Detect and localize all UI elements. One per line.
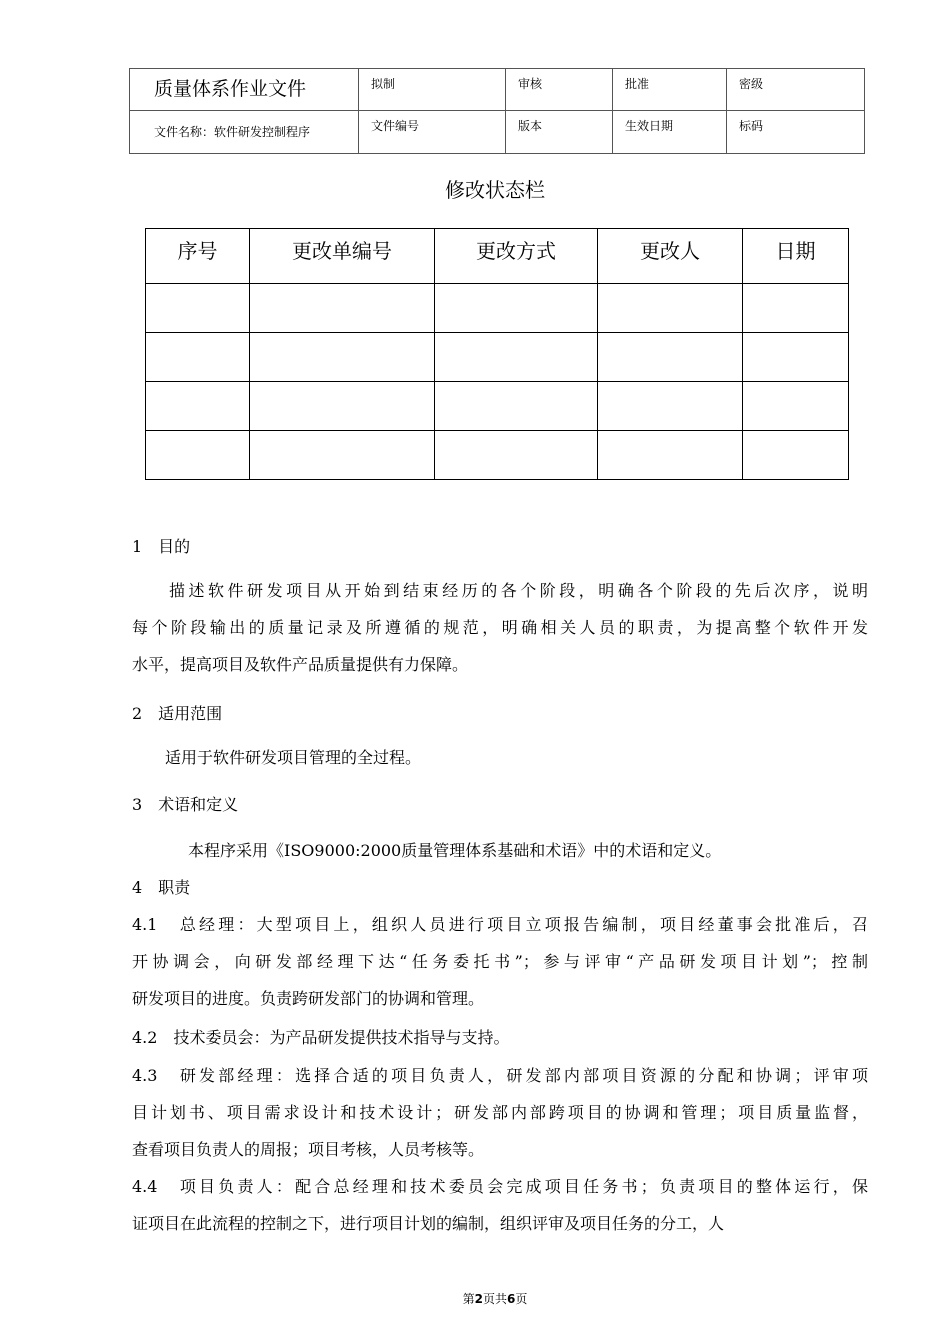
footer-page-number: 2 [474,1292,483,1306]
page-footer [0,1290,950,1307]
section-1-paragraph [132,581,868,692]
section-4-3-line-2: 目计划书、项目需求设计和技术设计；研发部内部跨项目的协调和管理；项目质量监督， [132,1103,868,1122]
effective-date-label: 生效日期 [625,119,674,133]
approved-label: 批准 [625,77,650,91]
section-4-3-paragraph [132,1066,868,1177]
col-date: 日期 [743,229,849,284]
section-4-1-line-2: 开协调会，向研发部经理下达“任务委托书”；参与评审“产品研发项目计划”；控制 [132,952,868,971]
section-3-heading: 3 术语和定义 [132,795,239,814]
table-row [146,284,849,333]
section-3-text: 本程序采用《ISO9000:2000质量管理体系基础和术语》中的术语和定义。 [188,841,722,860]
approved-cell [613,69,727,111]
file-no-label: 文件编号 [371,119,420,133]
table-row [146,382,849,431]
version-label: 版本 [518,119,543,133]
footer-total-pages: 6 [507,1292,516,1306]
header-title-cell [130,69,359,111]
section-4-4-line-2: 证项目在此流程的控制之下，进行项目计划的编制，组织评审及项目任务的分工，人 [132,1214,725,1233]
drafted-cell [359,69,506,111]
header-title: 质量体系作业文件 [154,78,307,100]
security-cell [727,69,865,111]
section-4-4-paragraph [132,1177,868,1251]
reviewed-cell [506,69,613,111]
section-2-text: 适用于软件研发项目管理的全过程。 [165,748,422,767]
revision-status-table [145,228,849,480]
section-4-3-line-1: 4.3 研发部经理：选择合适的项目负责人，研发部内部项目资源的分配和协调；评审项 [132,1066,868,1085]
table-row [146,431,849,480]
col-change-method: 更改方式 [435,229,598,284]
file-name: 文件名称：软件研发控制程序 [154,125,311,139]
section-4-3-line-3: 查看项目负责人的周报；项目考核，人员考核等。 [132,1140,485,1159]
section-1-line-3: 水平，提高项目及软件产品质量提供有力保障。 [132,655,469,674]
reviewed-label: 审核 [518,77,543,91]
footer-suffix: 页 [515,1292,528,1306]
security-label: 密级 [739,77,764,91]
section-4-2-line: 4.2 技术委员会：为产品研发提供技术指导与支持。 [132,1028,510,1047]
version-cell [506,111,613,154]
section-1-line-2: 每个阶段输出的质量记录及所遵循的规范，明确相关人员的职责，为提高整个软件开发 [132,618,868,637]
section-1-line-1: 描述软件研发项目从开始到结束经历的各个阶段，明确各个阶段的先后次序，说明 [169,581,868,600]
section-2-heading: 2 适用范围 [132,704,223,723]
section-4-1-line-1: 4.1 总经理：大型项目上，组织人员进行项目立项报告编制，项目经董事会批准后，召 [132,915,868,934]
col-changed-by: 更改人 [598,229,743,284]
section-1-heading: 1 目的 [132,537,191,556]
section-4-1-paragraph [132,915,868,1026]
col-change-no: 更改单编号 [250,229,435,284]
table-row [146,333,849,382]
section-4-heading: 4 职责 [132,878,191,897]
file-no-cell [359,111,506,154]
code-cell [727,111,865,154]
col-seq: 序号 [146,229,250,284]
revision-status-title: 修改状态栏 [445,178,545,202]
revision-header-row [146,229,849,284]
footer-prefix: 第 [462,1292,475,1306]
code-label: 标码 [739,119,764,133]
effective-date-cell [613,111,727,154]
section-4-1-line-3: 研发项目的进度。负责跨研发部门的协调和管理。 [132,989,485,1008]
footer-middle: 页共 [482,1292,507,1306]
document-header-table [129,68,865,154]
drafted-label: 拟制 [371,77,396,91]
file-name-cell [130,111,359,154]
section-4-4-line-1: 4.4 项目负责人：配合总经理和技术委员会完成项目任务书；负责项目的整体运行，保 [132,1177,868,1196]
